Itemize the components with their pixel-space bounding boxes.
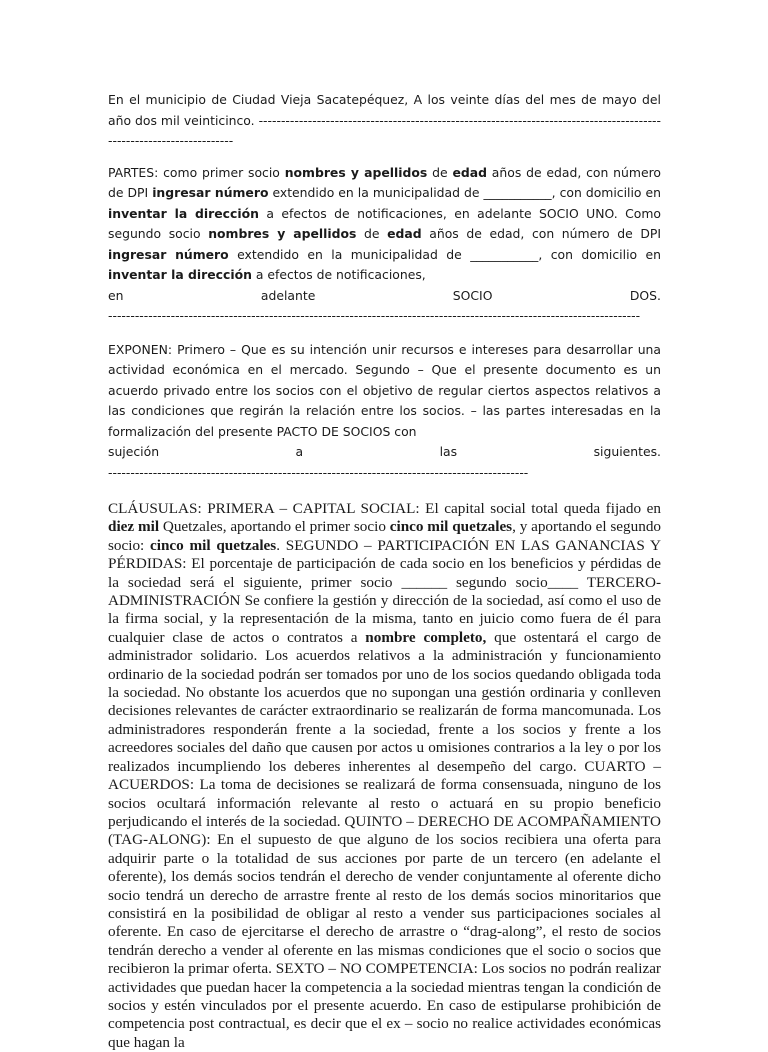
clausulas-text: . SEGUNDO – PARTICIPACIÓN EN LAS GANANCIAS Y PÉRDIDAS: El porcentaje de participación de cada socio en los beneficios y pérdidas de la sociedad será el siguiente, primer socio ______ segundo socio____ TERCERO- ADMINISTRACIÓN Se confiere la gestión y dirección de la sociedad, así como el uso de la firma social, y la representación de la misma, tanto en juicio como fuera de él para cualquier clase de actos o contratos a: [108, 536, 661, 646]
placeholder-dpi-1: ingresar número: [152, 185, 269, 200]
clausulas-text: Quetzales, aportando el primer socio: [159, 518, 390, 536]
partes-text: a efectos de notificaciones, en adelante SOCIO UNO. Como segundo socio: [108, 205, 661, 241]
partes-text: de: [427, 164, 453, 180]
intro-text: En el municipio de Ciudad Vieja Sacatepéquez, A los veinte días del mes de mayo del año dos mil veinticinco.: [108, 92, 661, 128]
placeholder-administrador: nombre completo,: [365, 628, 487, 646]
exponen-last-line: sujeción a las siguientes.: [108, 444, 661, 459]
clausulas-paragraph: [108, 500, 661, 1052]
partes-text: a efectos de notificaciones,: [251, 267, 426, 282]
placeholder-dpi-2: ingresar número: [108, 246, 229, 262]
partes-last-line: en adelante SOCIO DOS.: [108, 287, 661, 303]
placeholder-address-1: inventar la dirección: [108, 205, 259, 221]
exponen-dashes: ----------------------------------------------------------------------------------------------: [108, 464, 529, 480]
clausulas-text: que ostentará el cargo de administrador solidario. Los acuerdos relativos a la administración y funcionamiento ordinario de la sociedad podrán ser tomados por uno de los socios quedando obligada toda la sociedad. No obstante los acuerdos que no supongan una gestión ordinaria y conlleven decisiones relevantes de carácter extraordinario se realizarán de forma mancomunada. Los administradores responderán frente a la sociedad, frente a los socios y frente a los acreedores sociales del daño que causen por actos u omisiones contrarios a la ley o por los realizados incumpliendo los deberes inherentes al desempeño del cargo. CUARTO – ACUERDOS: La toma de decisiones se realizará de forma consensuada, ninguno de los socios ocultará información relevante al resto o actuará en su propio beneficio perjudicando el interés de la sociedad. QUINTO – DERECHO DE ACOMPAÑAMIENTO (TAG-ALONG): En el supuesto de que alguno de los socios recibiera una oferta para adquirir parte o la totalidad de sus acciones por parte de un tercero (en adelante el oferente), los demás socios tendrán el derecho de vender conjuntamente al oferente dicho socio tendrá un derecho de arrastre frente al resto de los demás socios minoritarios que consistirá en la posibilidad de obligar al resto a vender sus participaciones sociales al oferente. En caso de ejercitarse el derecho de arrastre o “drag-along”, el resto de socios tendrán derecho a vender al oferente en las mismas condiciones que el socio o socios que recibieron la primar oferta. SEXTO – NO COMPETENCIA: Los socios no podrán realizar actividades que puedan hacer la competencia a la sociedad mientras tengan la condición de socios y estén vinculados por el presente acuerdo. En caso de estipularse prohibición de competencia post contractual, es decir que el ex – socio no realice actividades económicas que hagan la: [108, 628, 662, 1051]
capital-socio-2: cinco mil quetzales: [150, 536, 277, 554]
partes-paragraph: [108, 163, 661, 327]
capital-total: diez mil: [108, 518, 160, 536]
placeholder-names-2: nombres y apellidos: [208, 226, 357, 241]
partes-text: extendido en la municipalidad de ___________, con domicilio en: [228, 246, 661, 262]
intro-dashes: ----------------------------------------------------------------------------------------------------------------------: [108, 112, 661, 148]
partes-text: PARTES: como primer socio: [108, 164, 285, 180]
capital-socio-1: cinco mil quetzales: [389, 518, 513, 536]
placeholder-age-2: edad: [387, 226, 422, 241]
partes-dashes: -----------------------------------------------------------------------------------------------------------------------: [108, 308, 641, 323]
exponen-text: EXPONEN: Primero – Que es su intención unir recursos e intereses para desarrollar una actividad económica en el mercado. Segundo – Que el presente documento es un acuerdo privado entre los socios con el objetivo de regular ciertos aspectos relativos a las condiciones que regirán la relación entre los socios. – las partes interesadas en la formalización del presente PACTO DE SOCIOS con: [108, 341, 661, 439]
clausulas-text: CLÁUSULAS: PRIMERA – CAPITAL SOCIAL: El capital social total queda fijado en: [108, 500, 661, 517]
placeholder-address-2: inventar la dirección: [108, 267, 252, 282]
partes-text: extendido en la municipalidad de ___________, con domicilio en: [268, 185, 661, 200]
intro-paragraph: [108, 90, 661, 152]
clausulas-text: , y aportando el segundo socio:: [108, 518, 662, 554]
partes-text: años de edad, con número de DPI: [421, 226, 661, 241]
exponen-paragraph: [108, 340, 661, 484]
partes-text: años de edad, con número de DPI: [108, 164, 661, 200]
placeholder-names-1: nombres y apellidos: [284, 164, 428, 180]
partes-text: de: [356, 226, 388, 241]
placeholder-age-1: edad: [452, 164, 487, 180]
